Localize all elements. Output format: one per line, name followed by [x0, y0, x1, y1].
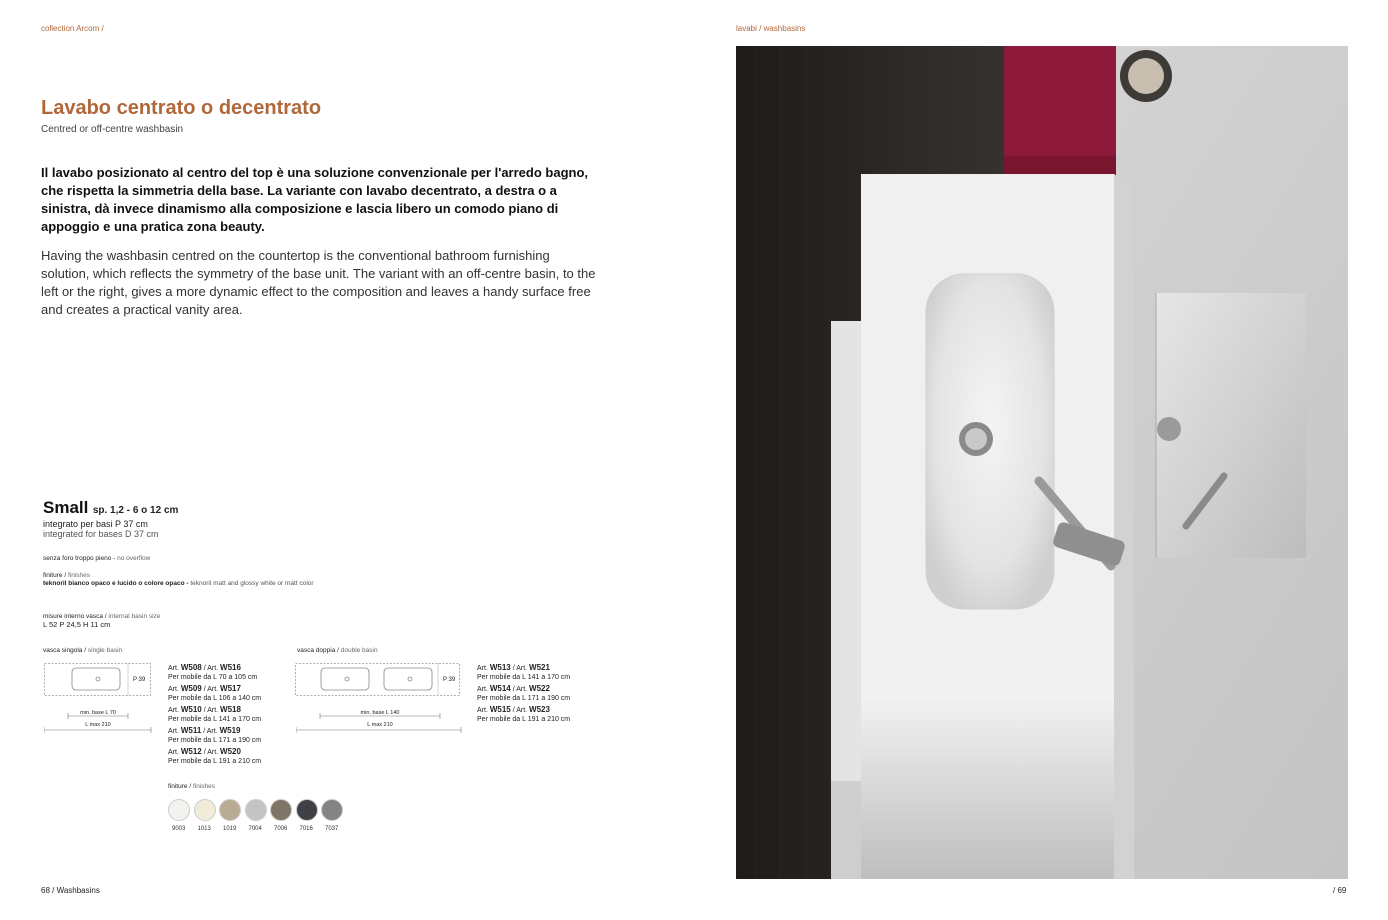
double-basin-drawing	[295, 663, 461, 697]
finish-swatches	[168, 799, 358, 835]
finishes-label-en: finishes	[67, 572, 90, 579]
single-article: Art. W509 / Art. W517 Per mobile da L 106 a 140 cm	[168, 684, 262, 702]
finish-swatch-code: 9003	[172, 826, 186, 832]
finish-swatch	[270, 799, 292, 821]
single-article: Art. W512 / Art. W520 Per mobile da L 191 a 210 cm	[168, 747, 262, 765]
overflow-en: no overflow	[117, 555, 151, 562]
finish-label-en: finishes	[192, 783, 215, 790]
double-min-base: min. base L 140	[360, 710, 400, 716]
single-articles	[168, 664, 288, 769]
product-photo	[736, 46, 1348, 879]
page-title: Lavabo centrato o decentrato	[41, 97, 322, 119]
double-depth: P 39	[443, 677, 456, 683]
spec-name: Small	[43, 498, 89, 517]
single-label-en: single basin	[87, 647, 123, 654]
single-article: Art. W510 / Art. W518 Per mobile da L 141 a 170 cm	[168, 705, 262, 723]
left-breadcrumb: collection Arcom /	[41, 24, 104, 33]
finish-swatch	[194, 799, 216, 821]
body-italian: Il lavabo posizionato al centro del top è una soluzione convenzionale per l'arredo bagno, che rispetta la simmetria della base. La variante con lavabo decentrato, a destra o a sinistra, dà invece dinamismo alla composizione e lascia libero un comodo piano di appoggio e una pratica zona beauty.	[41, 165, 589, 234]
finishes-label	[43, 572, 90, 580]
page-subtitle: Centred or off-centre washbasin	[41, 124, 184, 135]
spec-integrated-en: integrated for bases D 37 cm	[43, 529, 159, 539]
single-max: L max 210	[85, 722, 111, 728]
spec-integrated-it: integrato per basi P 37 cm	[43, 519, 148, 529]
double-article: Art. W514 / Art. W522 Per mobile da L 171 a 190 cm	[477, 684, 571, 702]
body-english: Having the washbasin centred on the countertop is the conventional bathroom furnishing solution, which reflects the symmetry of the base unit. The variant with an off-centre basin, to the left or the right, gives a more dynamic effect to the composition and leaves a handy surface free and creates a practical vanity area.	[41, 248, 596, 317]
finish-swatch-code: 1019	[223, 826, 237, 832]
finishes-desc	[43, 580, 314, 588]
double-label-it: vasca doppia /	[297, 647, 341, 654]
spec-heading	[43, 498, 178, 518]
basin-size-label-it: misure interno vasca /	[43, 613, 109, 620]
finish-swatch-code: 7004	[248, 826, 262, 832]
finishes-desc-it: teknoril bianco opaco e lucido o colore opaco -	[43, 580, 191, 587]
double-basin-label	[297, 647, 378, 655]
finish-swatch-code: 7016	[299, 826, 313, 832]
finish-swatch-code: 1013	[197, 826, 211, 832]
spec-thickness: sp. 1,2 - 6 o 12 cm	[92, 505, 179, 516]
double-articles	[477, 664, 597, 727]
finish-swatch-code: 7006	[274, 826, 288, 832]
finish-swatch	[219, 799, 241, 821]
finish-swatch	[168, 799, 190, 821]
finish-swatches-label	[168, 783, 215, 791]
single-basin-label	[43, 647, 122, 655]
footer-right: / 69	[1333, 886, 1347, 895]
overflow-note	[43, 555, 150, 563]
finish-label-it: finiture /	[168, 783, 193, 790]
single-basin-diagram	[44, 663, 152, 697]
finish-swatch	[245, 799, 267, 821]
double-max: L max 210	[367, 722, 393, 728]
double-basin-diagram	[295, 663, 461, 697]
single-label-it: vasca singola /	[43, 647, 88, 654]
finishes-label-it: finiture /	[43, 572, 68, 579]
basin-size-value: L 52 P 24,5 H 11 cm	[43, 620, 111, 629]
single-min-base: min. base L 70	[80, 710, 116, 716]
footer-left: 68 / Washbasins	[41, 886, 100, 895]
double-label-en: double basin	[340, 647, 378, 654]
basin-size-label-en: internal basin size	[108, 613, 161, 620]
double-article: Art. W515 / Art. W523 Per mobile da L 191 a 210 cm	[477, 705, 571, 723]
bathroom-illustration	[736, 46, 1348, 879]
single-depth: P 39	[133, 677, 146, 683]
double-article: Art. W513 / Art. W521 Per mobile da L 141 a 170 cm	[477, 663, 571, 681]
finishes-desc-en: teknoril matt and glossy white or matt color	[190, 580, 314, 587]
finish-swatch	[296, 799, 318, 821]
finish-swatch-code: 7037	[325, 826, 339, 832]
right-breadcrumb: lavabi / washbasins	[736, 24, 806, 33]
overflow-it: senza foro troppo pieno -	[43, 555, 118, 562]
finish-swatch	[321, 799, 343, 821]
single-article: Art. W511 / Art. W519 Per mobile da L 171 a 190 cm	[168, 726, 262, 744]
single-article: Art. W508 / Art. W516 Per mobile da L 70 a 105 cm	[168, 663, 258, 681]
